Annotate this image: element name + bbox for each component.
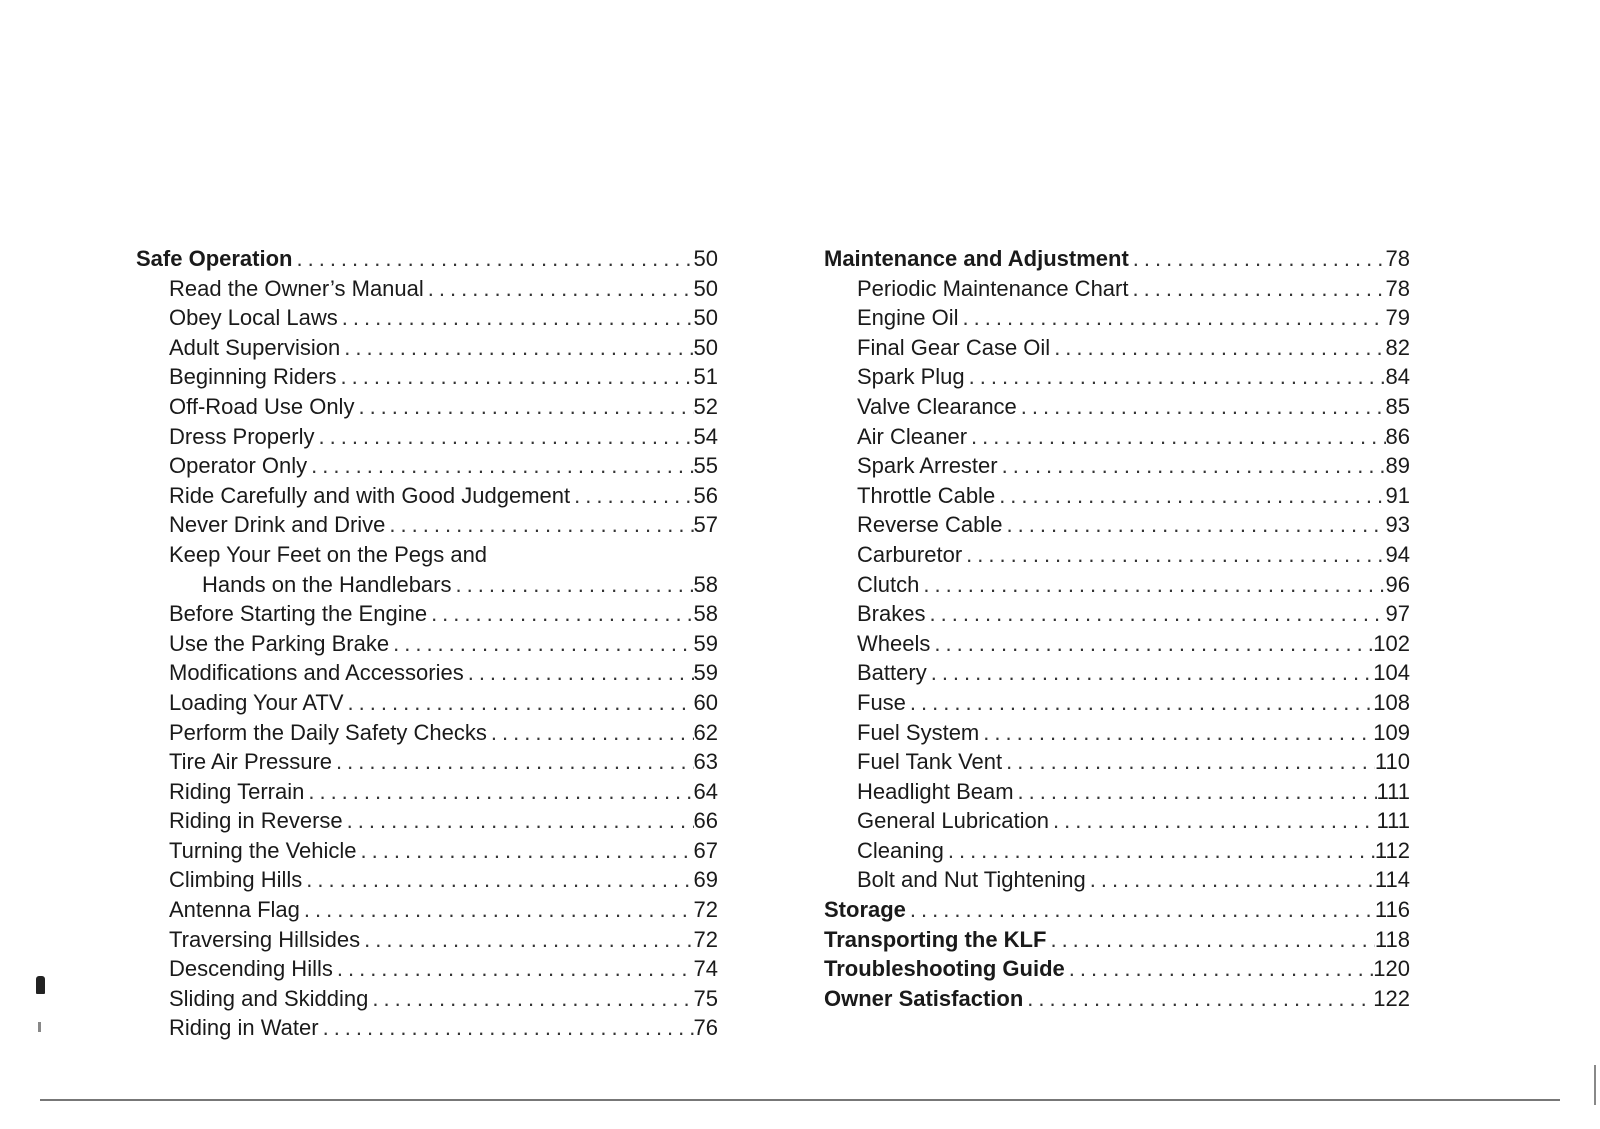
toc-entry — [136, 362, 718, 392]
toc-entry-label: Wheels — [857, 630, 931, 656]
toc-entry-label: Beginning Riders — [169, 364, 337, 390]
toc-entry-label: Traversing Hillsides — [169, 926, 361, 952]
toc-page-number: 109 — [1373, 719, 1410, 745]
toc-entry — [136, 451, 718, 481]
toc-page-number: 76 — [693, 1015, 718, 1041]
dot-leader — [427, 599, 693, 629]
toc-entry-label: Air Cleaner — [857, 423, 968, 449]
dot-leader — [967, 422, 1385, 452]
toc-entry — [136, 599, 718, 629]
toc-entry — [824, 510, 1410, 540]
toc-page-number: 50 — [693, 334, 718, 360]
page-edge-mark — [1594, 1065, 1596, 1105]
toc-page-number: 51 — [693, 364, 718, 390]
toc-entry — [824, 836, 1410, 866]
toc-section-entry — [136, 244, 718, 274]
toc-entry — [136, 540, 718, 570]
toc-entry — [824, 333, 1410, 363]
toc-section-entry — [824, 954, 1410, 984]
toc-entry — [136, 481, 718, 511]
toc-page-number: 93 — [1385, 512, 1410, 538]
toc-page-number: 59 — [693, 660, 718, 686]
toc-entry-label: Riding in Reverse — [169, 808, 343, 834]
dot-leader — [368, 984, 693, 1014]
dot-leader — [304, 777, 693, 807]
toc-page-number: 55 — [693, 453, 718, 479]
toc-entry — [824, 540, 1410, 570]
toc-entry-label: Obey Local Laws — [169, 305, 338, 331]
toc-page-number: 85 — [1385, 393, 1410, 419]
toc-page-number: 75 — [693, 985, 718, 1011]
toc-entry — [136, 303, 718, 333]
toc-entry-label: Antenna Flag — [169, 897, 300, 923]
toc-entry-label: Cleaning — [857, 837, 944, 863]
toc-entry — [136, 865, 718, 895]
dot-leader — [360, 925, 693, 955]
toc-entry-label: Modifications and Accessories — [169, 660, 464, 686]
toc-entry — [136, 688, 718, 718]
toc-right-column — [824, 244, 1410, 1013]
toc-entry — [136, 984, 718, 1014]
dot-leader — [389, 629, 693, 659]
toc-entry-label: Dress Properly — [169, 423, 315, 449]
dot-leader — [1050, 333, 1385, 363]
toc-entry — [824, 688, 1410, 718]
toc-entry-label: Read the Owner’s Manual — [169, 275, 424, 301]
toc-entry-label: Riding in Water — [169, 1015, 319, 1041]
toc-section-entry — [824, 925, 1410, 955]
toc-entry — [136, 954, 718, 984]
toc-page-number: 72 — [693, 897, 718, 923]
toc-entry — [136, 718, 718, 748]
toc-entry — [136, 777, 718, 807]
toc-page-number: 56 — [693, 482, 718, 508]
toc-entry-label: Climbing Hills — [169, 867, 303, 893]
toc-page-number: 78 — [1385, 246, 1410, 271]
toc-page-number: 116 — [1374, 897, 1410, 923]
toc-entry — [824, 629, 1410, 659]
toc-entry-label: Periodic Maintenance Chart — [857, 275, 1129, 301]
dot-leader — [300, 895, 694, 925]
toc-page-number: 67 — [693, 837, 718, 863]
toc-page-number: 89 — [1385, 453, 1410, 479]
dot-leader — [1046, 925, 1374, 955]
dot-leader — [292, 244, 693, 274]
toc-page-number: 64 — [693, 778, 718, 804]
toc-entry — [824, 303, 1410, 333]
toc-page-number: 50 — [693, 246, 718, 271]
toc-entry-label: Off-Road Use Only — [169, 393, 355, 419]
toc-entry-label: Reverse Cable — [857, 512, 1003, 538]
toc-entry-label: General Lubrication — [857, 808, 1050, 834]
toc-section-entry — [824, 895, 1410, 925]
toc-entry — [136, 510, 718, 540]
toc-entry — [824, 718, 1410, 748]
dot-leader — [1049, 806, 1377, 836]
toc-entry — [136, 836, 718, 866]
dot-leader — [919, 570, 1385, 600]
toc-page-number: 110 — [1374, 749, 1410, 775]
dot-leader — [1003, 510, 1386, 540]
toc-page-number: 91 — [1385, 482, 1410, 508]
dot-leader — [319, 1013, 694, 1043]
toc-entry — [136, 925, 718, 955]
toc-entry — [136, 570, 718, 600]
toc-entry-label: Carburetor — [857, 541, 963, 567]
toc-entry — [824, 481, 1410, 511]
dot-leader — [930, 629, 1373, 659]
toc-entry-label: Transporting the KLF — [824, 926, 1047, 952]
toc-entry-label: Fuel System — [857, 719, 980, 745]
toc-entry-label: Maintenance and Adjustment — [824, 246, 1129, 271]
toc-page-number: 50 — [693, 275, 718, 301]
toc-page-number: 52 — [693, 393, 718, 419]
toc-entry — [136, 392, 718, 422]
dot-leader — [332, 747, 694, 777]
toc-page-number: 59 — [693, 630, 718, 656]
dot-leader — [385, 510, 693, 540]
dot-leader — [1023, 984, 1373, 1014]
dot-leader — [1002, 747, 1375, 777]
toc-section-entry — [824, 984, 1410, 1014]
toc-entry — [824, 422, 1410, 452]
toc-page-number: 72 — [693, 926, 718, 952]
dot-leader — [357, 836, 694, 866]
toc-entry-label: Bolt and Nut Tightening — [857, 867, 1086, 893]
toc-page-number: 108 — [1373, 689, 1410, 715]
dot-leader — [570, 481, 693, 511]
toc-entry — [824, 362, 1410, 392]
toc-page-number: 104 — [1373, 660, 1410, 686]
toc-left-column — [136, 244, 718, 1043]
toc-entry-label: Riding Terrain — [169, 778, 305, 804]
toc-page-number: 79 — [1385, 305, 1410, 331]
toc-entry-label: Never Drink and Drive — [169, 512, 386, 538]
dot-leader — [944, 836, 1375, 866]
toc-entry-label: Final Gear Case Oil — [857, 334, 1051, 360]
toc-entry — [136, 333, 718, 363]
toc-entry-label: Adult Supervision — [169, 334, 341, 360]
dot-leader — [906, 895, 1375, 925]
toc-entry — [824, 570, 1410, 600]
toc-entry-label: Battery — [857, 660, 927, 686]
toc-entry-label: Fuel Tank Vent — [857, 749, 1003, 775]
toc-page-number: 111 — [1376, 778, 1410, 804]
toc-entry — [824, 392, 1410, 422]
toc-page-number: 86 — [1385, 423, 1410, 449]
toc-page-number: 62 — [693, 719, 718, 745]
toc-page-number: 118 — [1374, 926, 1410, 952]
toc-page-number: 54 — [693, 423, 718, 449]
toc-page-number: 57 — [693, 512, 718, 538]
dot-leader — [302, 865, 693, 895]
toc-entry — [136, 895, 718, 925]
toc-entry-label: Clutch — [857, 571, 920, 597]
toc-section-entry — [824, 244, 1410, 274]
dot-leader — [338, 303, 694, 333]
dot-leader — [995, 481, 1385, 511]
toc-entry — [824, 599, 1410, 629]
toc-page-number: 69 — [693, 867, 718, 893]
dot-leader — [959, 303, 1386, 333]
toc-entry — [136, 658, 718, 688]
dot-leader — [927, 658, 1374, 688]
dot-leader — [337, 362, 694, 392]
toc-page-number: 97 — [1385, 601, 1410, 627]
dot-leader — [487, 718, 694, 748]
toc-page-number: 78 — [1385, 275, 1410, 301]
dot-leader — [307, 451, 693, 481]
toc-entry — [824, 747, 1410, 777]
toc-page-number: 66 — [693, 808, 718, 834]
toc-entry-label: Before Starting the Engine — [169, 601, 428, 627]
toc-entry-label: Engine Oil — [857, 305, 959, 331]
toc-entry — [136, 422, 718, 452]
dot-leader — [340, 333, 693, 363]
toc-page-number: 82 — [1385, 334, 1410, 360]
toc-page-number: 111 — [1376, 808, 1410, 834]
toc-page-number: 63 — [693, 749, 718, 775]
dot-leader — [962, 540, 1385, 570]
dot-leader — [1014, 777, 1377, 807]
toc-entry — [824, 865, 1410, 895]
dot-leader — [1017, 392, 1386, 422]
toc-entry-label: Storage — [824, 897, 906, 923]
binding-hole-mark — [38, 1022, 41, 1032]
toc-entry — [136, 274, 718, 304]
toc-page-number: 50 — [693, 305, 718, 331]
toc-entry-label: Loading Your ATV — [169, 689, 344, 715]
dot-leader — [344, 688, 694, 718]
toc-entry-label: Ride Carefully and with Good Judgement — [169, 482, 571, 508]
toc-entry — [136, 1013, 718, 1043]
toc-entry-label: Use the Parking Brake — [169, 630, 390, 656]
toc-entry — [824, 658, 1410, 688]
toc-entry-label: Safe Operation — [136, 246, 293, 271]
toc-page-number: 94 — [1385, 541, 1410, 567]
dot-leader — [979, 718, 1373, 748]
toc-page-number: 96 — [1385, 571, 1410, 597]
toc-page-number: 60 — [693, 689, 718, 715]
binding-hole-mark — [36, 976, 45, 994]
toc-entry-label: Descending Hills — [169, 956, 333, 982]
toc-entry-label: Throttle Cable — [857, 482, 996, 508]
toc-page-number: 102 — [1373, 630, 1410, 656]
toc-entry-label: Turning the Vehicle — [169, 837, 357, 863]
page-bottom-rule — [40, 1099, 1560, 1101]
toc-entry-label: Tire Air Pressure — [169, 749, 333, 775]
toc-page-number: 58 — [693, 571, 718, 597]
toc-entry-label: Brakes — [857, 601, 926, 627]
dot-leader — [1129, 244, 1386, 274]
dot-leader — [354, 392, 693, 422]
toc-entry — [136, 629, 718, 659]
toc-entry — [136, 806, 718, 836]
toc-entry-label: Troubleshooting Guide — [824, 956, 1065, 982]
toc-page-number: 112 — [1374, 837, 1410, 863]
toc-entry — [824, 451, 1410, 481]
dot-leader — [1086, 865, 1375, 895]
toc-entry-label: Perform the Daily Safety Checks — [169, 719, 487, 745]
dot-leader — [333, 954, 694, 984]
toc-page-number: 84 — [1385, 364, 1410, 390]
dot-leader — [965, 362, 1386, 392]
dot-leader — [424, 274, 694, 304]
dot-leader — [314, 422, 693, 452]
toc-entry-label: Fuse — [857, 689, 906, 715]
toc-page-number: 120 — [1373, 956, 1410, 982]
toc-page-number: 74 — [693, 956, 718, 982]
toc-entry-label: Hands on the Handlebars — [202, 571, 452, 597]
dot-leader — [998, 451, 1386, 481]
dot-leader — [906, 688, 1373, 718]
toc-entry — [824, 777, 1410, 807]
toc-entry-label: Headlight Beam — [857, 778, 1014, 804]
dot-leader — [925, 599, 1385, 629]
dot-leader — [464, 658, 694, 688]
toc-entry — [824, 806, 1410, 836]
dot-leader — [343, 806, 694, 836]
toc-entry — [136, 747, 718, 777]
toc-page-number: 114 — [1374, 867, 1410, 893]
dot-leader — [1128, 274, 1385, 304]
toc-entry-label: Spark Arrester — [857, 453, 998, 479]
toc-entry-label: Keep Your Feet on the Pegs and — [169, 541, 488, 567]
toc-entry — [824, 274, 1410, 304]
toc-page-number: 58 — [693, 601, 718, 627]
toc-page-number: 122 — [1373, 985, 1410, 1011]
toc-entry-label: Valve Clearance — [857, 393, 1017, 419]
toc-entry-label: Sliding and Skidding — [169, 985, 369, 1011]
toc-entry-label: Owner Satisfaction — [824, 985, 1024, 1011]
toc-entry-label: Operator Only — [169, 453, 308, 479]
dot-leader — [1065, 954, 1374, 984]
toc-entry-label: Spark Plug — [857, 364, 965, 390]
dot-leader — [452, 570, 694, 600]
